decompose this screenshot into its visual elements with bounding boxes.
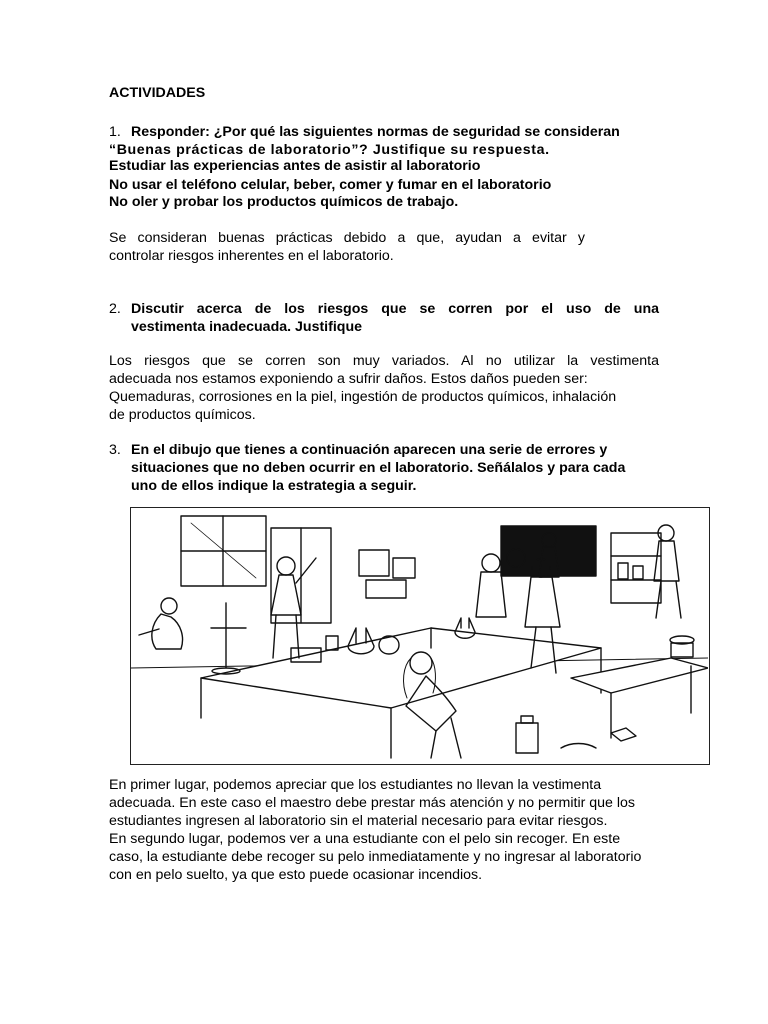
q1-number: 1. [109, 124, 121, 140]
q3-answer-line-4: En segundo lugar, podemos ver a una estudiante con el pelo sin recoger. En este [109, 831, 621, 847]
q3-answer-line-5: caso, la estudiante debe recoger su pelo inmediatamente y no ingresar al laboratorio [109, 849, 642, 865]
q1-line-5: No oler y probar los productos químicos de trabajo. [109, 194, 459, 210]
q1-answer-line-1: Se consideran buenas prácticas debido a que, ayudan a evitar y [109, 230, 585, 246]
q3-line-3: uno de ellos indique la estrategia a seguir. [131, 478, 417, 494]
q1-line-3: Estudiar las experiencias antes de asistir al laboratorio [109, 158, 481, 174]
heading: ACTIVIDADES [109, 85, 206, 101]
q1-line-4: No usar el teléfono celular, beber, comer y fumar en el laboratorio [109, 177, 552, 193]
laboratory-illustration [130, 507, 710, 765]
q2-answer-line-4: de productos químicos. [109, 407, 256, 423]
q3-answer-line-3: estudiantes ingresen al laboratorio sin el material necesario para evitar riesgos. [109, 813, 608, 829]
lab-scene-drawing [131, 508, 708, 763]
q3-number: 3. [109, 442, 121, 458]
q2-answer-line-3: Quemaduras, corrosiones en la piel, ingestión de productos químicos, inhalación [109, 389, 617, 405]
q1-answer-line-2: controlar riesgos inherentes en el laboratorio. [109, 248, 394, 264]
q2-answer-line-1: Los riesgos que se corren son muy variados. Al no utilizar la vestimenta [109, 353, 659, 369]
q2-answer-line-2: adecuada nos estamos exponiendo a sufrir daños. Estos daños pueden ser: [109, 371, 588, 387]
q1-line-2: “Buenas prácticas de laboratorio”? Justifique su respuesta. [109, 142, 550, 158]
q3-line-2: situaciones que no deben ocurrir en el laboratorio. Señálalos y para cada [131, 460, 626, 476]
q3-answer-line-2: adecuada. En este caso el maestro debe prestar más atención y no permitir que los [109, 795, 636, 811]
q2-line-1: Discutir acerca de los riesgos que se corren por el uso de una [131, 301, 659, 317]
q2-number: 2. [109, 301, 121, 317]
q3-answer-line-6: con en pelo suelto, ya que esto puede ocasionar incendios. [109, 867, 483, 883]
q1-line-1: Responder: ¿Por qué las siguientes normas de seguridad se consideran [131, 124, 620, 140]
q3-line-1: En el dibujo que tienes a continuación aparecen una serie de errores y [131, 442, 608, 458]
q3-answer-line-1: En primer lugar, podemos apreciar que los estudiantes no llevan la vestimenta [109, 777, 602, 793]
q2-line-2: vestimenta inadecuada. Justifique [131, 319, 363, 335]
